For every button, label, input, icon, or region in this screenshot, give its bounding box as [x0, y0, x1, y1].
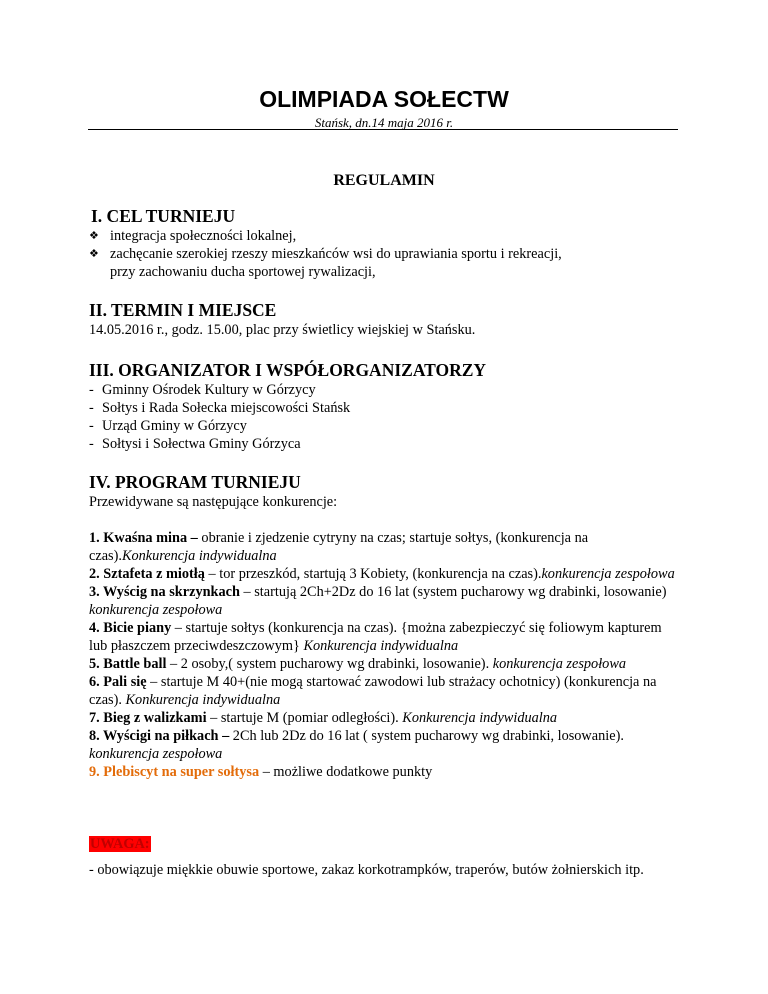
competition-item: 5. Battle ball – 2 osoby,( system pucharowy wg drabinki, losowanie). konkurencja zespołowa — [89, 656, 626, 672]
regulamin-heading: REGULAMIN — [333, 172, 435, 189]
competition-item: 1. Kwaśna mina – obranie i zjedzenie cytryny na czas; startuje sołtys, (konkurencja na czas).Konkurencja indywidualna — [89, 530, 589, 564]
competition-item: 7. Bieg z walizkami – startuje M (pomiar odległości). Konkurencja indywidualna — [89, 710, 558, 726]
section-1-list — [89, 227, 679, 281]
competition-item: 3. Wyścig na skrzynkach – startują 2Ch+2Dz do 16 lat (system pucharowy wg drabinki, losowanie) konkurencja zespołowa — [89, 584, 667, 618]
section-4-intro: Przewidywane są następujące konkurencje: — [89, 494, 338, 510]
competition-item: 8. Wyścigi na piłkach – 2Ch lub 2Dz do 16 lat ( system pucharowy wg drabinki, losowanie). konkurencja zespołowa — [89, 728, 624, 762]
competition-item: 6. Pali się – startuje M 40+(nie mogą startować zawodowi lub strażacy ochotnicy) (konkurencja na czas). Konkurencja indywidualna — [89, 674, 657, 708]
plebiscyt-item: 9. Plebiscyt na super sołtysa – możliwe dodatkowe punkty — [89, 764, 433, 780]
list-item: - Sołtys i Rada Sołecka miejscowości Stańsk — [89, 400, 351, 416]
document-body — [89, 188, 679, 879]
list-item: ❖ integracja społeczności lokalnej, — [89, 228, 297, 244]
section-3-heading: III. ORGANIZATOR I WSPÓŁORGANIZATORZY — [89, 360, 487, 380]
competitions-list — [89, 529, 679, 781]
list-item: - Sołtysi i Sołectwa Gminy Górzyca — [89, 436, 301, 452]
list-item: ❖ zachęcanie szerokiej rzeszy mieszkańców wsi do uprawiania sportu i rekreacji, przy zachowaniu ducha sportowej rywalizacji, — [89, 246, 562, 280]
list-item: - Gminny Ośrodek Kultury w Górzycy — [89, 382, 316, 398]
list-item: - Urząd Gminy w Górzycy — [89, 418, 247, 434]
place-date: Stańsk, dn.14 maja 2016 r. — [314, 115, 454, 130]
section-4-heading: IV. PROGRAM TURNIEJU — [89, 472, 301, 492]
section-2-heading: II. TERMIN I MIEJSCE — [89, 300, 277, 320]
title-divider — [88, 129, 678, 130]
notice-text: - obowiązuje miękkie obuwie sportowe, zakaz korkotrampków, traperów, butów żołnierskich itp. — [89, 862, 644, 878]
section-1-heading: I. CEL TURNIEJU — [91, 206, 236, 226]
section-2-text: 14.05.2016 r., godz. 15.00, plac przy świetlicy wiejskiej w Stańsku. — [89, 322, 476, 338]
diamond-bullet-icon: ❖ — [89, 229, 99, 242]
document-title: OLIMPIADA SOŁECTW — [259, 86, 509, 112]
competition-item: 4. Bicie piany – startuje sołtys (konkurencja na czas). {można zabezpieczyć się foliowym kapturem lub płaszczem przeciwdeszczowym} Konkurencja indywidualna — [89, 620, 662, 654]
competition-item: 2. Sztafeta z miotłą – tor przeszkód, startują 3 Kobiety, (konkurencja na czas).konkurencja zespołowa — [89, 566, 675, 582]
section-3-list — [89, 381, 679, 453]
notice-label: UWAGA: — [90, 836, 150, 852]
diamond-bullet-icon: ❖ — [89, 247, 99, 260]
notice-block — [89, 835, 679, 879]
